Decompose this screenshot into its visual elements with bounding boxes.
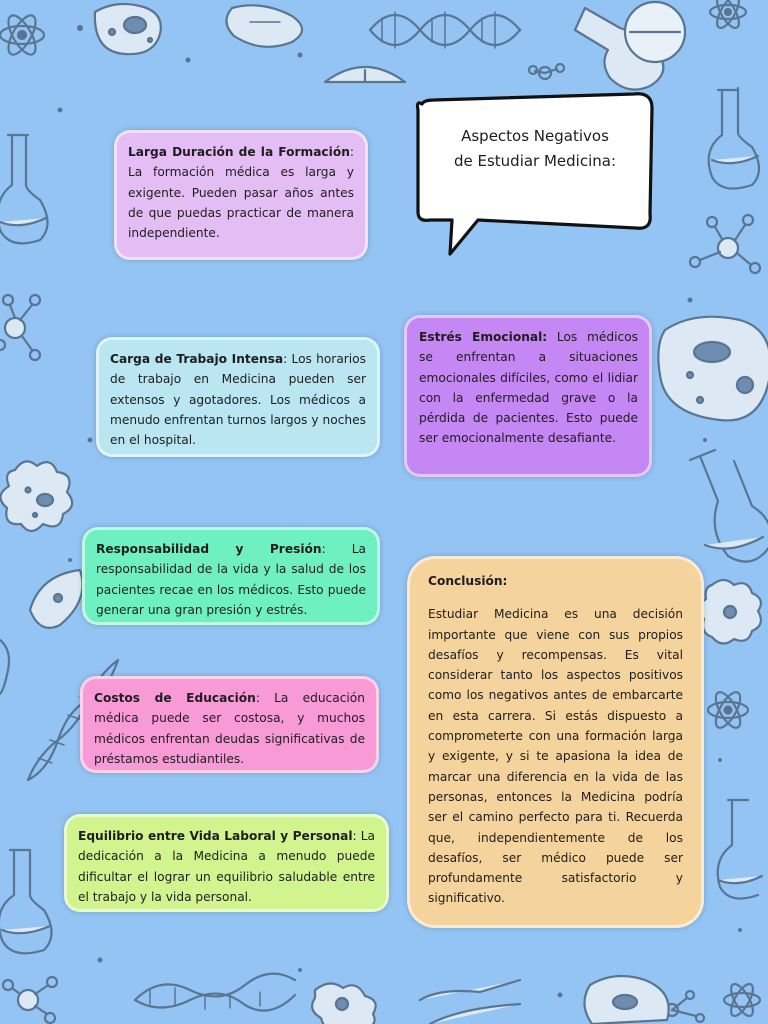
page-title	[426, 124, 644, 174]
molecule-icon	[0, 295, 40, 360]
bacteria-icon	[312, 983, 376, 1024]
molecule-icon	[690, 215, 760, 273]
molecule-icon	[3, 977, 57, 1023]
speech-bubble-shape	[412, 90, 656, 260]
card-title: Estrés Emocional:	[419, 330, 548, 344]
card-larga-duracion	[114, 130, 368, 260]
card-conclusion	[407, 556, 704, 928]
flask-icon	[690, 450, 768, 562]
card-title: Carga de Trabajo Intensa	[110, 352, 284, 366]
molecule-icon	[666, 991, 704, 1022]
card-title: Responsabilidad y Presión	[96, 542, 322, 556]
card-title: Equilibrio entre Vida Laboral y Personal	[78, 829, 353, 843]
atom-icon	[0, 11, 44, 58]
molecule-icon	[529, 64, 564, 79]
card-estres-emocional	[404, 315, 652, 477]
flask-icon	[718, 800, 762, 899]
bacteria-icon	[699, 580, 760, 644]
card-carga-trabajo	[96, 337, 380, 457]
card-equilibrio-vida	[64, 814, 389, 912]
flask-icon	[0, 135, 47, 243]
card-text: : Los horarios de trabajo en Medicina pueden ser extensos y agotadores. Los médicos a menudo enfrentan turnos largos y noches en el hospital.	[110, 352, 366, 448]
card-title: Larga Duración de la Formación	[128, 145, 350, 159]
card-text: : La dedicación a la Medicina a menudo puede dificultar el lograr un equilibrio saludable entre el trabajo y la vida personal.	[78, 829, 375, 904]
flask-icon	[0, 850, 52, 953]
card-text: Los médicos se enfrentan a situaciones emocionales difíciles, como el lidiar con la enfermedad grave o la pérdida de pacientes. Esto puede ser emocionalmente desafiante.	[419, 330, 638, 446]
card-title: Costos de Educación	[94, 691, 256, 705]
card-costos-educacion	[80, 676, 379, 773]
petri-dish-icon	[325, 67, 405, 82]
card-text: : La formación médica es larga y exigente. Pueden pasar años antes de que puedas practicar de manera independiente.	[128, 145, 354, 241]
atom-icon	[724, 981, 760, 1019]
card-text: : La responsabilidad de la vida y la salud de los pacientes recae en los médicos. Esto puede generar una gran presión y estrés.	[96, 542, 366, 617]
conclusion-text: Estudiar Medicina es una decisión importante que viene con sus propios desafíos y recompensas. Es vital considerar tanto los aspectos positivos como los negativos antes de embarcarte en esta carrera. Si estás dispuesto a comprometerte con una formación larga y exigente, y si te apasiona la idea de marcar una diferencia en la vida de las personas, entonces la Medicina podría ser el camino perfecto para ti. Recuerda que, independientemente de los desafíos, ser médico puede ser profundamente satisfactorio y significativo.	[428, 607, 683, 906]
card-text: : La educación médica puede ser costosa, y muchos médicos enfrentan deudas significativas de préstamos estudiantiles.	[94, 691, 365, 766]
bacteria-icon	[0, 461, 72, 531]
bacteria-icon	[658, 317, 768, 421]
bacteria-icon	[584, 976, 668, 1024]
title-line-2: de Estudiar Medicina:	[453, 152, 617, 170]
conclusion-title: Conclusión:	[428, 574, 508, 588]
card-responsabilidad-presion	[82, 527, 380, 625]
flask-icon	[575, 2, 685, 90]
petri-dish-icon	[30, 570, 83, 628]
bacteria-icon	[95, 4, 161, 54]
dna-icon	[370, 12, 520, 48]
title-line-1: Aspectos Negativos	[461, 127, 609, 145]
microscope-icon	[0, 640, 9, 694]
atom-icon	[710, 0, 746, 31]
atom-icon	[708, 689, 748, 732]
petri-dish-icon	[420, 980, 520, 1024]
title-speech-bubble	[412, 90, 656, 260]
bacteria-icon	[226, 5, 302, 46]
flask-icon	[709, 88, 759, 189]
dna-icon	[135, 974, 295, 1011]
